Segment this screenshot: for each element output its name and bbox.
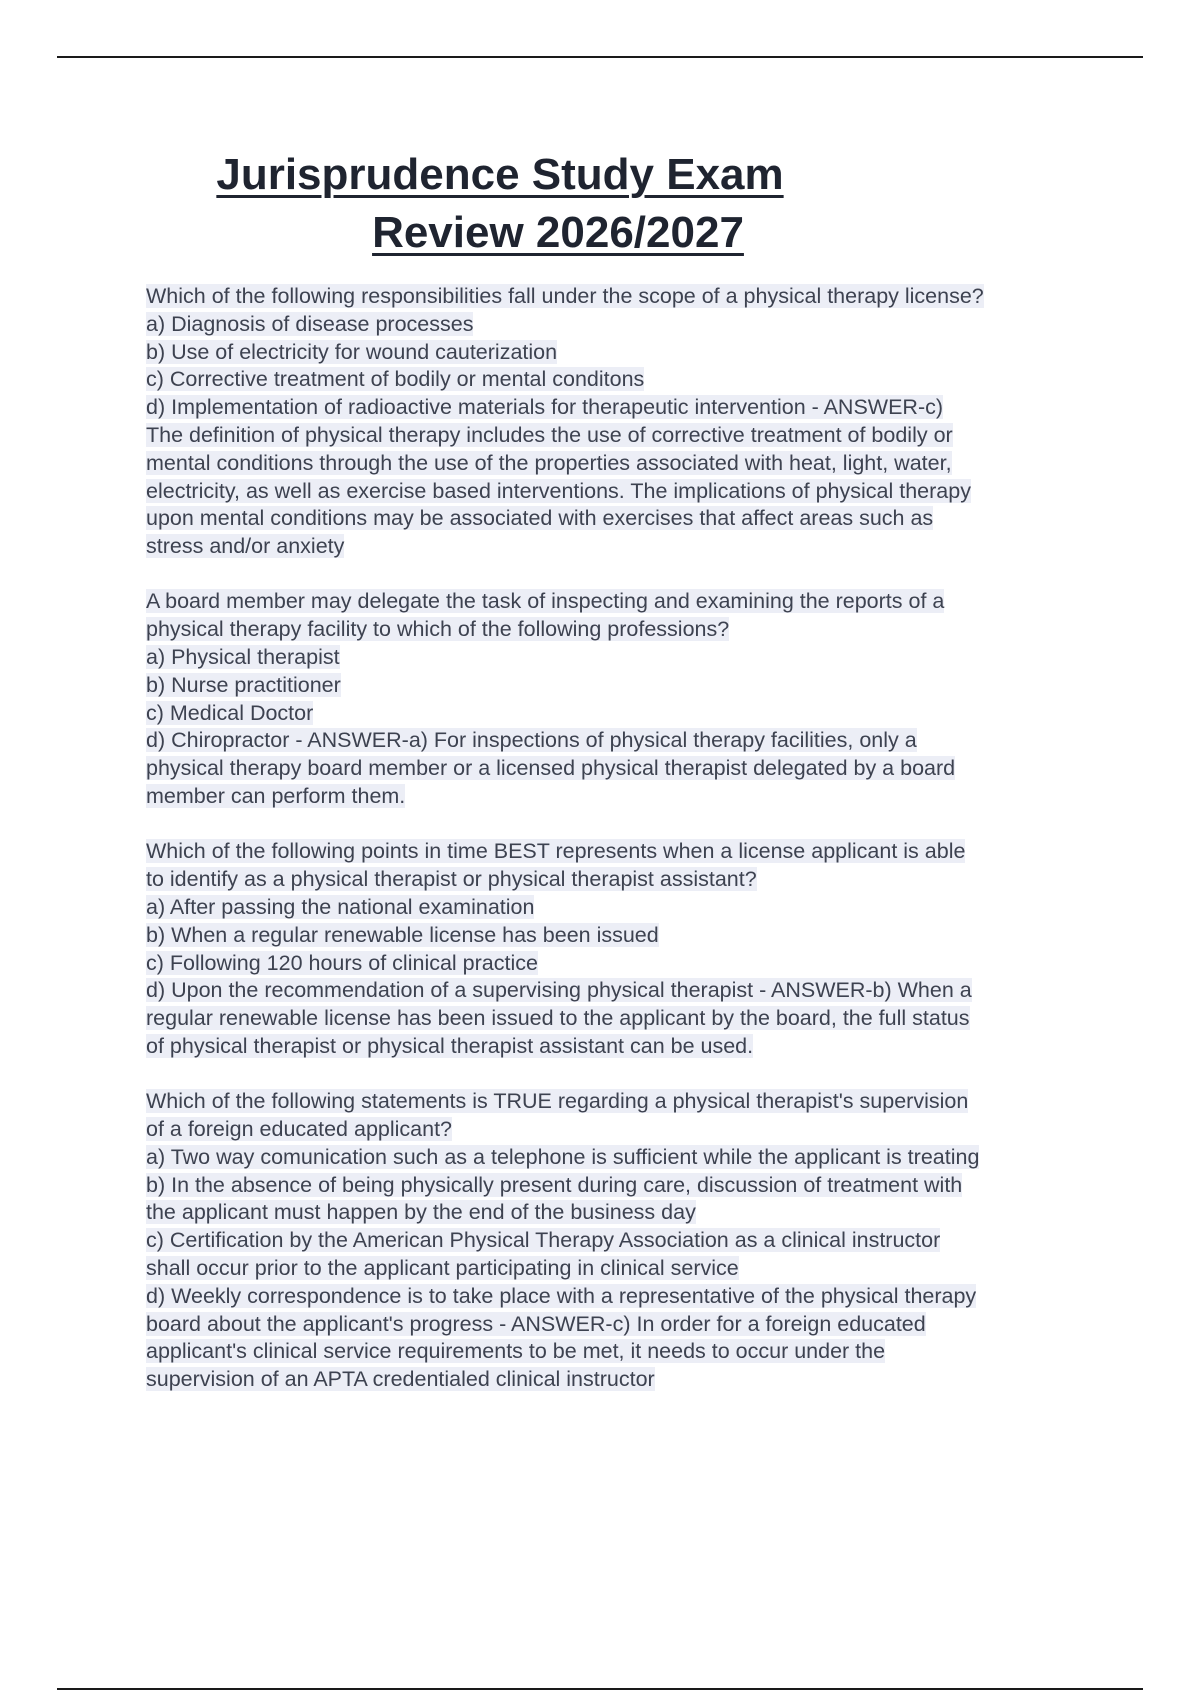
question-text-line <box>146 505 1106 533</box>
question-text: the applicant must happen by the end of the business day <box>146 1200 696 1225</box>
question-text-line <box>146 533 1106 561</box>
question-text-line <box>146 1255 1106 1283</box>
question-text: supervision of an APTA credentialed clinical instructor <box>146 1367 655 1392</box>
top-divider <box>57 56 1143 58</box>
question-text-line <box>146 644 1106 672</box>
question-text: c) Following 120 hours of clinical practice <box>146 950 538 975</box>
question-text-line <box>146 866 1106 894</box>
question-block <box>146 283 1106 561</box>
question-text: board about the applicant's progress - ANSWER-c) In order for a foreign educated <box>146 1311 926 1336</box>
question-text: of physical therapist or physical therapist assistant can be used. <box>146 1033 754 1058</box>
question-text-line <box>146 339 1106 367</box>
question-text: A board member may delegate the task of inspecting and examining the reports of a <box>146 589 945 614</box>
question-text-line <box>146 727 1106 755</box>
question-text: a) Diagnosis of disease processes <box>146 311 474 336</box>
question-text-line <box>146 1283 1106 1311</box>
question-text: b) Nurse practitioner <box>146 672 341 697</box>
question-text-line <box>146 672 1106 700</box>
question-text-line <box>146 366 1106 394</box>
question-text-line <box>146 755 1106 783</box>
question-text: shall occur prior to the applicant participating in clinical service <box>146 1256 739 1280</box>
question-text-line <box>146 1172 1106 1200</box>
question-text-line <box>146 1033 1106 1061</box>
question-text: c) Corrective treatment of bodily or mental conditons <box>146 367 645 392</box>
question-text: b) When a regular renewable license has been issued <box>146 922 659 947</box>
question-text-line <box>146 1144 1106 1172</box>
question-text-line <box>146 783 1106 811</box>
question-block <box>146 1088 1106 1394</box>
question-text: a) Two way comunication such as a telephone is sufficient while the applicant is treating <box>146 1144 980 1169</box>
question-text: upon mental conditions may be associated with exercises that affect areas such as <box>146 506 934 531</box>
question-text: mental conditions through the use of the properties associated with heat, light, water, <box>146 450 952 475</box>
question-text-line <box>146 450 1106 478</box>
question-text: stress and/or anxiety <box>146 534 345 559</box>
question-text-line <box>146 838 1106 866</box>
question-text: b) Use of electricity for wound cauterization <box>146 339 558 364</box>
question-text: physical therapy board member or a licensed physical therapist delegated by a board <box>146 756 956 781</box>
question-list <box>146 283 1106 1421</box>
question-text: a) Physical therapist <box>146 645 340 670</box>
question-text: Which of the following statements is TRUE regarding a physical therapist's supervision <box>146 1089 969 1114</box>
question-text: d) Upon the recommendation of a supervising physical therapist - ANSWER-b) When a <box>146 978 972 1003</box>
question-text: applicant's clinical service requirements to be met, it needs to occur under the <box>146 1339 886 1364</box>
question-text-line <box>146 1005 1106 1033</box>
question-text: d) Implementation of radioactive materials for therapeutic intervention - ANSWER-c) <box>146 395 944 420</box>
question-text-line <box>146 1116 1106 1144</box>
question-text: member can perform them. <box>146 784 406 809</box>
question-text: The definition of physical therapy includes the use of corrective treatment of bodily or <box>146 422 953 447</box>
question-text-line <box>146 1338 1106 1366</box>
bottom-divider <box>57 1688 1143 1690</box>
question-text-line <box>146 950 1106 978</box>
question-text-line <box>146 616 1106 644</box>
question-text-line <box>146 1366 1106 1394</box>
question-block <box>146 838 1106 1060</box>
question-text-line <box>146 894 1106 922</box>
question-text: Which of the following responsibilities fall under the scope of a physical therapy license? <box>146 284 984 308</box>
question-text-line <box>146 478 1106 506</box>
question-text-line <box>146 588 1106 616</box>
question-text: d) Weekly correspondence is to take place with a representative of the physical therapy <box>146 1283 977 1308</box>
question-text-line <box>146 1199 1106 1227</box>
question-text-line <box>146 922 1106 950</box>
title-line-1: Jurisprudence Study Exam <box>216 150 784 199</box>
question-block <box>146 588 1106 810</box>
question-text-line <box>146 1311 1106 1339</box>
question-text: electricity, as well as exercise based interventions. The implications of physical therapy <box>146 478 971 503</box>
question-text-line <box>146 311 1106 339</box>
question-text-line <box>146 422 1106 450</box>
question-text-line <box>146 700 1106 728</box>
question-text-line <box>146 394 1106 422</box>
page-title <box>0 146 1000 262</box>
question-text: to identify as a physical therapist or physical therapist assistant? <box>146 867 757 892</box>
question-text: d) Chiropractor - ANSWER-a) For inspections of physical therapy facilities, only a <box>146 728 917 753</box>
question-text: a) After passing the national examination <box>146 894 535 919</box>
question-text: physical therapy facility to which of the following professions? <box>146 617 730 642</box>
title-line-2: Review 2026/2027 <box>372 208 744 257</box>
question-text-line <box>146 1088 1106 1116</box>
question-text-line <box>146 1227 1106 1255</box>
question-text: b) In the absence of being physically present during care, discussion of treatment with <box>146 1172 963 1197</box>
question-text-line <box>146 977 1106 1005</box>
question-text: c) Medical Doctor <box>146 700 314 725</box>
question-text: of a foreign educated applicant? <box>146 1117 453 1142</box>
question-text: c) Certification by the American Physical Therapy Association as a clinical instructor <box>146 1228 941 1253</box>
question-text-line <box>146 283 1106 311</box>
question-text: Which of the following points in time BEST represents when a license applicant is able <box>146 839 966 864</box>
question-text: regular renewable license has been issued to the applicant by the board, the full status <box>146 1006 970 1031</box>
